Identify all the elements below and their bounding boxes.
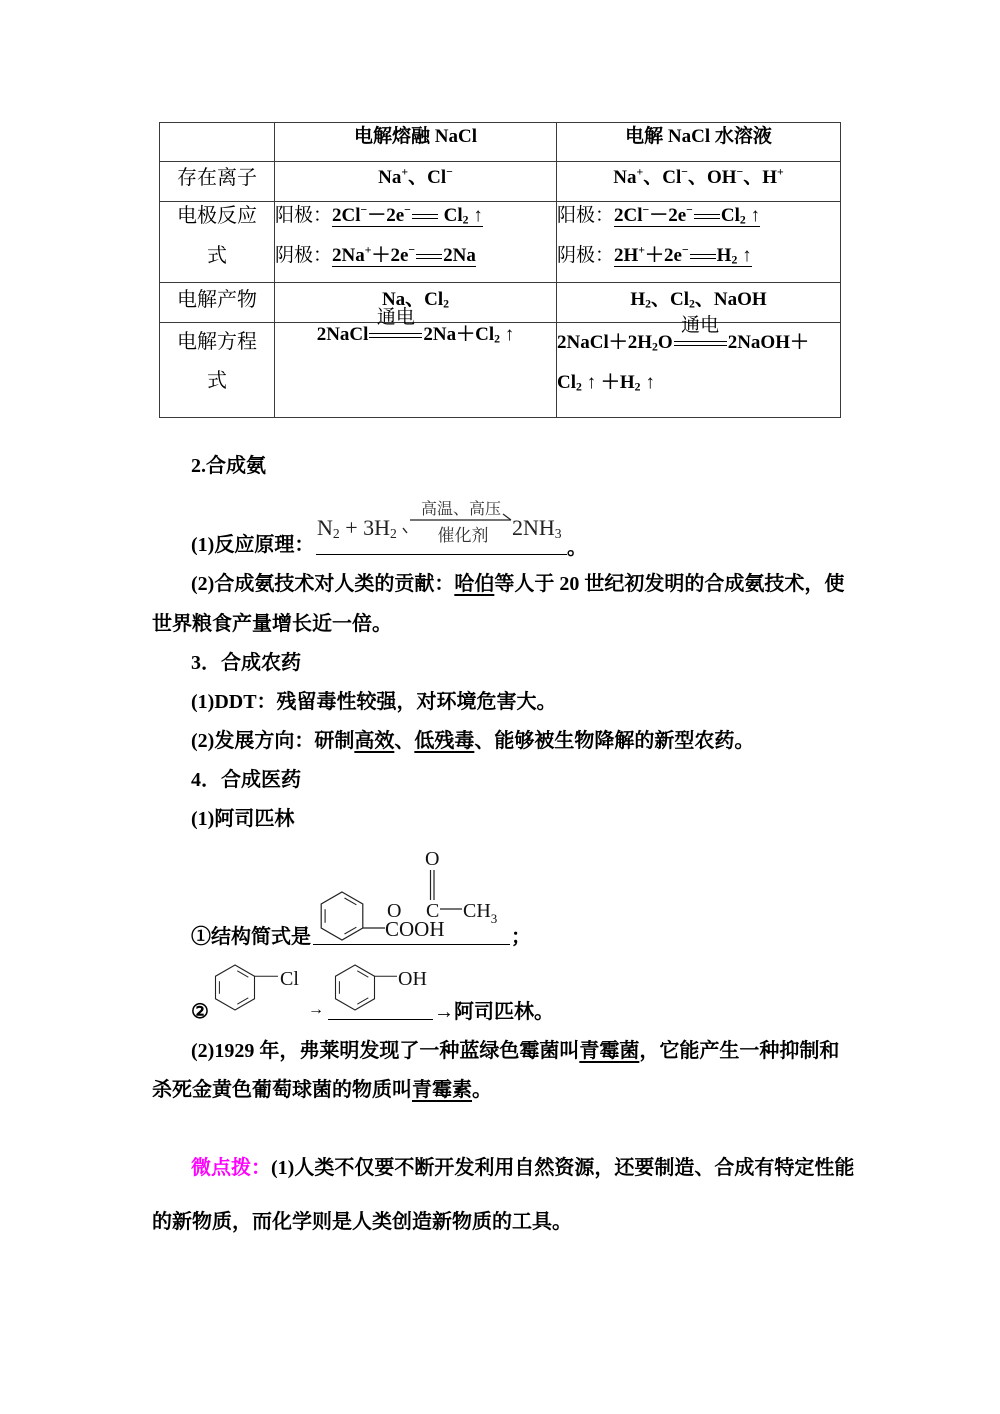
formula-text: Cl [720, 205, 740, 226]
section-heading-ammonia: 2.合成氨 [191, 455, 266, 477]
text: 等人于 20 世纪初发明的合成氨技术，使 [494, 573, 845, 595]
cell-ions-molten [275, 162, 557, 202]
formula-text: H [716, 245, 732, 266]
haber-reactants [317, 515, 397, 541]
formula-text: ↑ [737, 245, 752, 266]
chlorobenzene-icon [213, 960, 308, 1015]
section-heading-pesticides: 3．合成农药 [191, 652, 301, 674]
superscript: − [686, 203, 693, 217]
haber-product [512, 515, 562, 541]
reactant-nitrogen: N [317, 515, 333, 540]
formula-text: Na [378, 167, 402, 188]
tip-line-1 [191, 1156, 854, 1180]
tip-label: 微点拨： [191, 1157, 271, 1179]
haber-process-equation [316, 498, 567, 555]
text: 。 [472, 1079, 492, 1101]
section-heading-medicine: 4．合成医药 [191, 769, 301, 791]
reaction-condition-catalyst: 催化剂 [437, 526, 489, 545]
formula-text: 、H [743, 167, 778, 188]
subscript: 2 [576, 380, 582, 394]
column-header-molten: 电解熔融 NaCl [275, 123, 557, 162]
electrolysis-equation-molten [316, 307, 515, 346]
contribution-line-2: 世界粮食产量增长近一倍。 [152, 613, 392, 635]
formula-text: 、OH [687, 167, 737, 188]
structure-label: ①结构简式是 [191, 926, 311, 948]
row-label-line: 电极反应 [177, 205, 257, 227]
formula-text: 2H [614, 245, 639, 266]
formula-text: 、Cl [650, 289, 689, 310]
formula-text: Na [613, 167, 637, 188]
superscript: − [404, 203, 411, 217]
superscript: + [777, 165, 784, 179]
formula-text: 2Na [443, 245, 476, 266]
subscript: 2 [731, 253, 738, 267]
cathode-label: 阴极： [275, 245, 333, 266]
table-row-equation [160, 323, 841, 418]
superscript: + [636, 165, 644, 179]
row-label-equation [160, 323, 275, 418]
subscript: 2 [645, 297, 651, 311]
subscript: 2 [390, 526, 397, 541]
table-header-row [160, 123, 841, 162]
table-row-electrode [160, 202, 841, 283]
methyl-group [463, 900, 497, 926]
anode-label: 阳极： [557, 205, 615, 226]
cathode-reaction [275, 242, 556, 282]
penicillin-line-1 [191, 1039, 839, 1063]
methyl-text: CH [463, 900, 491, 922]
double-equals-sign [369, 307, 422, 338]
cathode-reaction [557, 242, 840, 282]
route-arrow: → [308, 1001, 324, 1018]
formula-text: －2e [649, 205, 687, 226]
table-row-ions [160, 162, 841, 202]
tip-text: 人类不仅要不断开发利用自然资源，还要制造、合成有特定性能 [294, 1157, 855, 1179]
text: (2)1929 年，弗莱明发现了一种蓝绿色霉菌叫 [191, 1040, 580, 1062]
underlined-answer: 青霉菌 [579, 1040, 640, 1062]
tip-number: (1) [271, 1157, 295, 1179]
route-label: ② [191, 1001, 209, 1023]
formula-text: 2Na [332, 245, 365, 266]
formula-text: 2NaOH＋ [727, 332, 809, 353]
hydroxyl-group: OH [398, 968, 427, 990]
superscript: − [408, 243, 416, 257]
cathode-equation [614, 245, 752, 267]
cell-ions-aqueous [557, 162, 841, 202]
formula-text: O [657, 332, 673, 353]
text: (2)合成氨技术对人类的贡献： [191, 573, 455, 595]
formula-text: ＋2e [371, 245, 409, 266]
anode-equation [614, 205, 760, 227]
cathode-equation [332, 245, 476, 267]
carbonyl-carbon: C [426, 900, 440, 922]
formula-text: 2NaCl＋2H [557, 332, 653, 353]
subscript: 2 [494, 332, 501, 346]
formula-text: 2Cl [332, 205, 361, 226]
carbonyl-oxygen: O [425, 848, 440, 870]
reaction-principle-label: (1)反应原理： [191, 534, 315, 556]
formula-text: 、Cl [643, 167, 682, 188]
double-equals-sign [690, 254, 716, 259]
formula-text: ↑ [640, 372, 655, 393]
reaction-condition: 通电 [376, 307, 415, 329]
anode-reaction [557, 202, 840, 242]
cell-electrode-aqueous [557, 202, 841, 283]
subscript: 2 [739, 213, 746, 227]
row-label-line: 式 [207, 245, 227, 267]
subscript: 2 [652, 340, 658, 354]
pesticide-direction [191, 729, 754, 753]
formula-text: 2Cl [614, 205, 643, 226]
row-label-line: 式 [207, 370, 227, 392]
formula-text: 2NaCl [316, 324, 369, 345]
double-equals-sign [412, 214, 438, 219]
formula-text: ＋2e [645, 245, 682, 266]
route-end: →阿司匹林。 [434, 1001, 554, 1023]
formula-text: ↑ [745, 205, 761, 226]
reaction-condition-top: 高温、高压 [420, 501, 502, 518]
formula-text: －2e [367, 205, 405, 226]
aspirin-structure [313, 845, 510, 945]
electrolysis-equation-aqueous-line2 [557, 363, 840, 403]
chloro-group: Cl [280, 968, 299, 990]
ester-oxygen: O [387, 900, 402, 922]
cell-products-molten [275, 283, 557, 323]
table-corner-cell [160, 123, 275, 162]
row-label-ions: 存在离子 [160, 162, 275, 202]
formula-text: 、NaOH [694, 289, 767, 310]
double-equals-sign [416, 254, 442, 259]
phenol-icon [328, 960, 433, 1019]
anode-reaction [275, 202, 556, 242]
formula-text: ↑ [468, 205, 483, 226]
formula-text: Cl [438, 205, 463, 226]
underlined-answer: 高效 [354, 730, 395, 752]
double-equals-sign [694, 214, 720, 219]
tip-line-2: 的新物质，而化学则是人类创造新物质的工具。 [152, 1211, 572, 1233]
formula-text: H [630, 289, 646, 310]
structure-end: ； [511, 926, 531, 948]
formula-text: Cl [557, 372, 576, 393]
underlined-answer: 低残毒 [414, 730, 475, 752]
reactant-hydrogen: + 3H [339, 515, 390, 540]
electrolysis-comparison-table [159, 122, 841, 418]
aspirin-title: (1)阿司匹林 [191, 808, 295, 830]
formula-text: ↑ [500, 324, 515, 345]
row-label-products: 电解产物 [160, 283, 275, 323]
formula-text: 、Cl [408, 167, 447, 188]
aspirin-structure-icon [313, 845, 510, 944]
superscript: − [446, 165, 453, 179]
underlined-answer: 哈伯 [454, 573, 495, 595]
subscript: 3 [490, 911, 498, 926]
superscript: + [401, 165, 409, 179]
cell-equation-aqueous [557, 315, 841, 418]
chlorobenzene-structure [213, 960, 308, 1015]
phenol-structure [328, 960, 433, 1020]
superscript: − [360, 203, 368, 217]
text: ，它能产生一种抑制和 [639, 1040, 840, 1062]
text: 、能够被生物降解的新型农药。 [474, 730, 755, 752]
electrolysis-equation-aqueous-line1 [557, 315, 840, 363]
subscript: 2 [443, 297, 450, 311]
subscript: 2 [634, 380, 641, 394]
cell-electrode-molten [275, 202, 557, 283]
anode-equation [332, 205, 483, 227]
superscript: + [364, 243, 372, 257]
text: (2)发展方向：研制 [191, 730, 355, 752]
table-row-products [160, 283, 841, 323]
text: 、 [394, 730, 415, 752]
subscript: 2 [689, 297, 695, 311]
subscript: 2 [462, 213, 469, 227]
superscript: − [642, 203, 650, 217]
formula-text: 2Na＋Cl [423, 324, 495, 345]
row-label-electrode [160, 202, 275, 283]
superscript: − [681, 243, 689, 257]
formula-text: ↑ ＋H [581, 372, 635, 393]
superscript: − [681, 165, 688, 179]
anode-label: 阳极： [275, 205, 333, 226]
subscript: 2 [332, 526, 340, 541]
subscript: 3 [554, 526, 562, 541]
ddt-description: (1)DDT：残留毒性较强，对环境危害大。 [191, 691, 557, 713]
superscript: + [638, 243, 646, 257]
reaction-condition: 通电 [681, 315, 720, 337]
product-ammonia: 2NH [512, 515, 555, 540]
superscript: − [736, 165, 744, 179]
row-label-line: 电解方程 [177, 331, 257, 353]
cathode-label: 阴极： [557, 245, 615, 266]
underlined-answer: 青霉素 [412, 1079, 472, 1101]
penicillin-line-2 [152, 1078, 492, 1102]
formula-text: Na、Cl [381, 289, 444, 310]
carboxyl-group: COOH [385, 917, 445, 941]
double-equals-sign [674, 315, 727, 346]
text: 杀死金黄色葡萄球菌的物质叫 [152, 1079, 412, 1101]
cell-equation-molten [275, 307, 557, 418]
contribution-line-1 [191, 572, 844, 596]
column-header-aqueous: 电解 NaCl 水溶液 [557, 123, 841, 162]
sentence-end: 。 [567, 537, 587, 559]
